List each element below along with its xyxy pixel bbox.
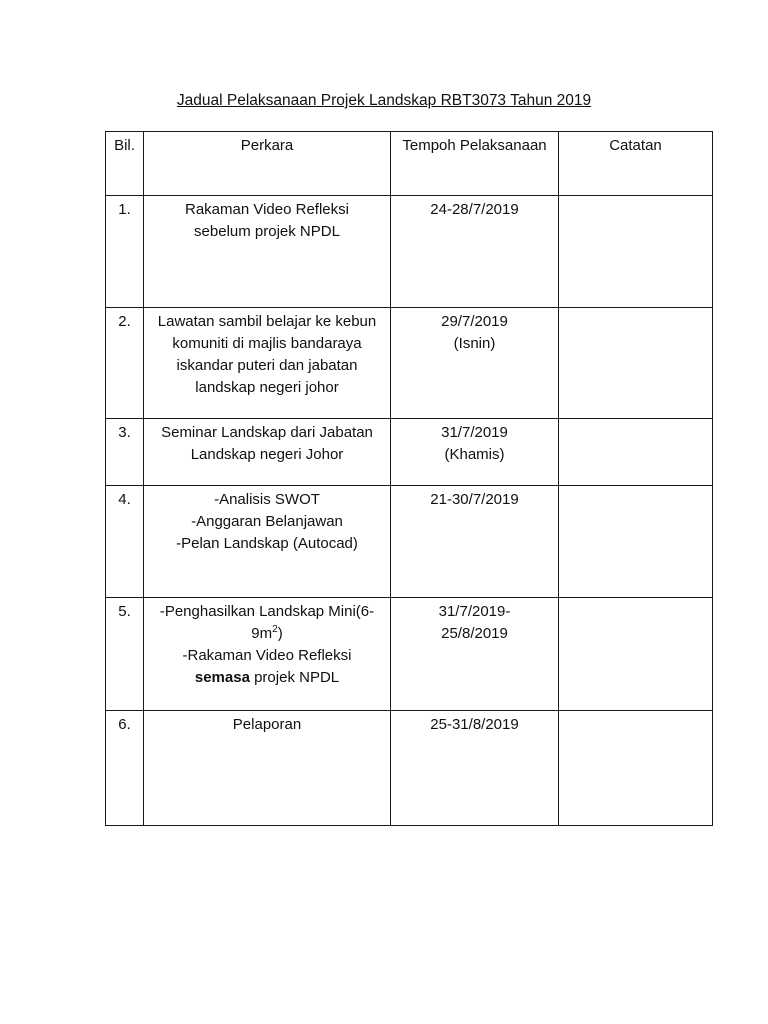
tempoh-line: 25/8/2019 bbox=[441, 625, 508, 642]
header-tempoh: Tempoh Pelaksanaan bbox=[391, 132, 559, 196]
tempoh-line: 31/7/2019- bbox=[438, 603, 511, 620]
header-bil: Bil. bbox=[106, 132, 144, 196]
cell-catatan bbox=[559, 711, 713, 826]
perkara-line: komuniti di majlis bandaraya bbox=[172, 335, 362, 352]
cell-catatan bbox=[559, 598, 713, 711]
cell-catatan bbox=[559, 308, 713, 419]
perkara-line: landskap negeri johor bbox=[195, 379, 339, 396]
header-perkara: Perkara bbox=[144, 132, 391, 196]
cell-perkara bbox=[144, 486, 391, 598]
perkara-line bbox=[148, 623, 386, 645]
cell-catatan bbox=[559, 419, 713, 486]
table-row bbox=[106, 196, 713, 308]
cell-tempoh bbox=[391, 419, 559, 486]
table-header-row bbox=[106, 132, 713, 196]
header-catatan: Catatan bbox=[559, 132, 713, 196]
cell-catatan bbox=[559, 196, 713, 308]
tempoh-line: (Khamis) bbox=[444, 446, 505, 463]
perkara-line-rest: projek NPDL bbox=[249, 669, 340, 686]
cell-perkara bbox=[144, 196, 391, 308]
table-row bbox=[106, 308, 713, 419]
bold-word-semasa: semasa bbox=[194, 669, 250, 686]
perkara-line: -Penghasilkan Landskap Mini(6- bbox=[159, 603, 375, 620]
tempoh-line: 25-31/8/2019 bbox=[430, 716, 519, 733]
perkara-line: Pelaporan bbox=[232, 716, 302, 733]
perkara-line: -Pelan Landskap (Autocad) bbox=[176, 535, 358, 552]
cell-perkara bbox=[144, 308, 391, 419]
perkara-line: Landskap negeri Johor bbox=[190, 446, 344, 463]
area-value: 9m bbox=[251, 625, 273, 642]
perkara-line bbox=[148, 667, 386, 689]
cell-perkara bbox=[144, 419, 391, 486]
perkara-line: sebelum projek NPDL bbox=[194, 223, 340, 240]
cell-perkara bbox=[144, 711, 391, 826]
superscript-2: 2 bbox=[272, 624, 278, 635]
closing-paren: ) bbox=[277, 625, 283, 642]
schedule-table bbox=[105, 131, 713, 826]
cell-bil: 6. bbox=[106, 711, 144, 826]
perkara-line: Rakaman Video Refleksi bbox=[185, 201, 349, 218]
table-row bbox=[106, 598, 713, 711]
cell-bil: 2. bbox=[106, 308, 144, 419]
document-title: Jadual Pelaksanaan Projek Landskap RBT3073 Tahun 2019 bbox=[176, 92, 592, 109]
cell-bil: 4. bbox=[106, 486, 144, 598]
cell-bil: 5. bbox=[106, 598, 144, 711]
cell-tempoh bbox=[391, 598, 559, 711]
table-row bbox=[106, 486, 713, 598]
perkara-line: -Analisis SWOT bbox=[214, 491, 320, 508]
cell-tempoh bbox=[391, 711, 559, 826]
table-row bbox=[106, 419, 713, 486]
cell-tempoh bbox=[391, 308, 559, 419]
tempoh-line: 31/7/2019 bbox=[441, 424, 508, 441]
perkara-line: -Anggaran Belanjawan bbox=[191, 513, 343, 530]
table-row bbox=[106, 711, 713, 826]
tempoh-line: 29/7/2019 bbox=[441, 313, 508, 330]
cell-catatan bbox=[559, 486, 713, 598]
perkara-line: -Rakaman Video Refleksi bbox=[182, 647, 352, 664]
cell-tempoh bbox=[391, 196, 559, 308]
perkara-line: Seminar Landskap dari Jabatan bbox=[161, 424, 373, 441]
perkara-line: iskandar puteri dan jabatan bbox=[176, 357, 358, 374]
cell-bil: 1. bbox=[106, 196, 144, 308]
cell-bil: 3. bbox=[106, 419, 144, 486]
tempoh-line: 21-30/7/2019 bbox=[430, 491, 519, 508]
tempoh-line: 24-28/7/2019 bbox=[430, 201, 519, 218]
cell-perkara bbox=[144, 598, 391, 711]
perkara-line: Lawatan sambil belajar ke kebun bbox=[157, 313, 377, 330]
tempoh-line: (Isnin) bbox=[453, 335, 496, 352]
cell-tempoh bbox=[391, 486, 559, 598]
